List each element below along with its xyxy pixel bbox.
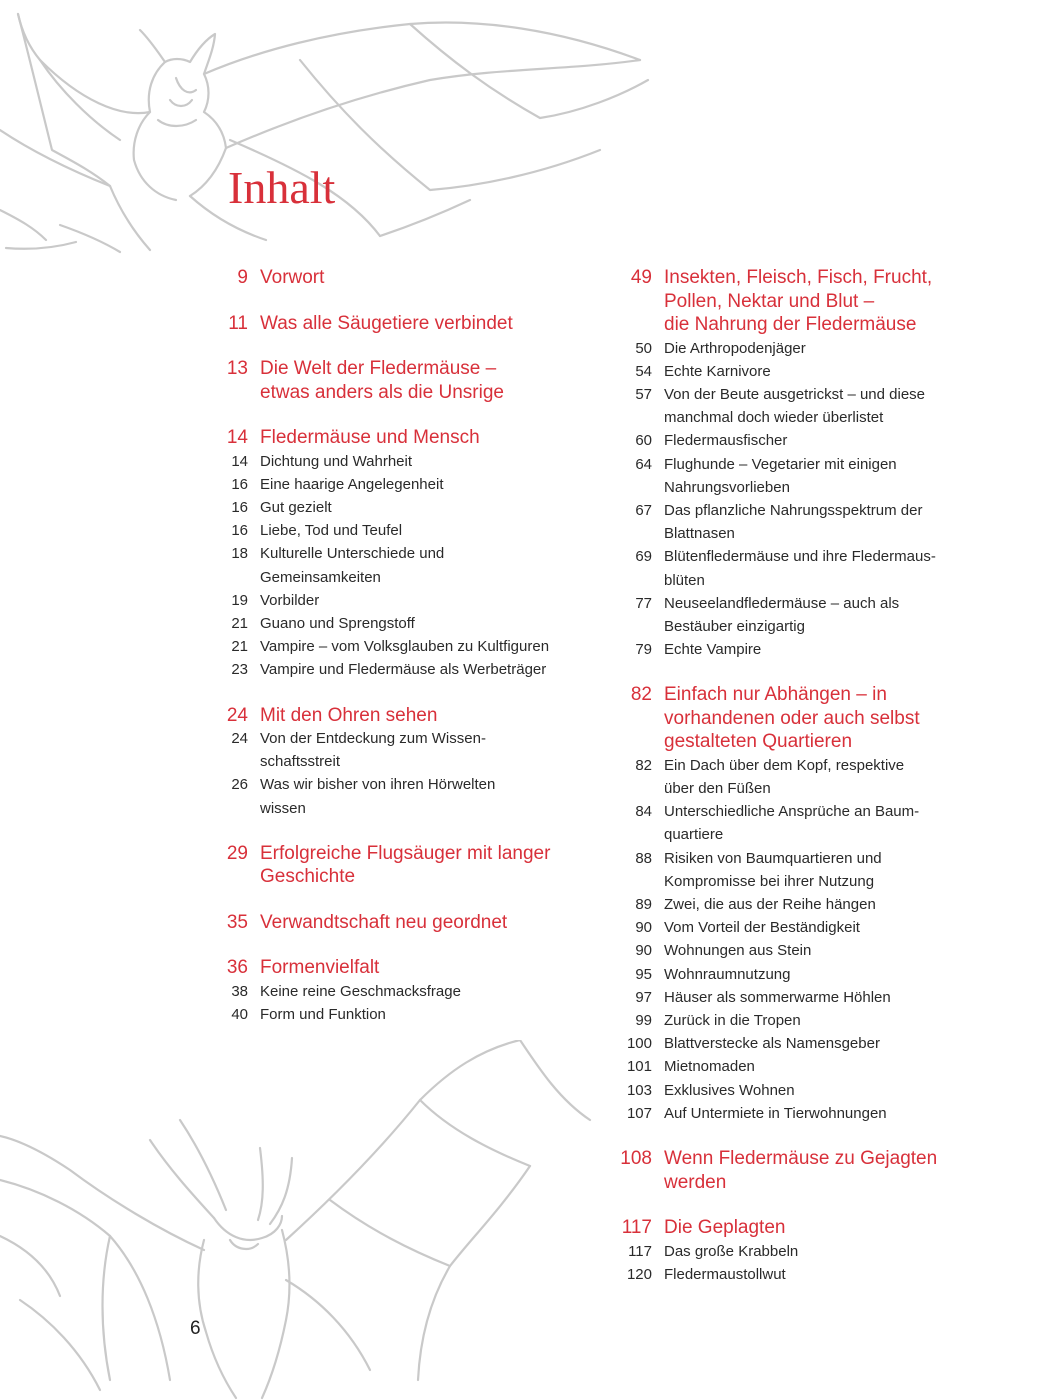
- toc-subsection-title: Das pflanzliche Nahrungsspektrum der Blattnasen: [664, 501, 923, 543]
- toc-page-number: 60: [635, 432, 652, 450]
- toc-page-number: 16: [231, 498, 248, 516]
- toc-page-number: 97: [635, 988, 652, 1006]
- toc-page-number: 117: [621, 1217, 652, 1239]
- toc-page-number: 101: [626, 1058, 652, 1076]
- toc-chapter: [608, 1147, 1028, 1194]
- toc-page-number: 108: [620, 1148, 652, 1170]
- toc-chapter-entry: [200, 704, 590, 728]
- toc-page-number: 19: [231, 591, 248, 609]
- toc-subsection-title: Liebe, Tod und Teufel: [260, 522, 403, 540]
- toc-subsection-title: Eine haarige Angelegenheit: [260, 475, 444, 493]
- toc-subsection-title: Echte Karnivore: [664, 362, 771, 380]
- toc-page-number: 16: [231, 522, 248, 540]
- toc-subsection-entry: [608, 1102, 1028, 1125]
- toc-page-number: 14: [231, 452, 248, 470]
- toc-chapter-title: Fledermäuse und Mensch: [260, 427, 480, 448]
- toc-subsection-title: Fledermausfischer: [664, 432, 788, 450]
- toc-page-number: 50: [635, 339, 652, 357]
- toc-page-number: 82: [635, 756, 652, 774]
- toc-page-number: 89: [635, 896, 652, 914]
- toc-page-number: 120: [626, 1265, 652, 1283]
- toc-subsection-entry: [200, 773, 590, 819]
- toc-page-number: 14: [226, 427, 248, 448]
- toc-page-number: 40: [231, 1006, 248, 1024]
- toc-subsection-title: Unterschiedliche Ansprüche an Baum- quartiere: [664, 803, 920, 844]
- toc-page-number: 88: [635, 849, 652, 867]
- toc-chapter: [200, 426, 590, 682]
- toc-subsection-entry: [200, 1003, 590, 1026]
- toc-chapter-entry: [608, 683, 1028, 754]
- toc-chapter-entry: [200, 911, 590, 935]
- toc-chapter: [200, 312, 590, 336]
- toc-page-number: 36: [226, 957, 248, 979]
- toc-subsection-title: Wohnungen aus Stein: [664, 942, 812, 960]
- toc-subsection-entry: [608, 1055, 1028, 1078]
- toc-subsection-entry: [608, 754, 1028, 800]
- toc-chapter-title: Insekten, Fleisch, Fisch, Frucht, Pollen, Nektar und Blut – die Nahrung der Fledermäuse: [664, 267, 933, 335]
- toc-page-number: 21: [231, 614, 248, 632]
- toc-subsection-title: Vom Vorteil der Beständigkeit: [664, 919, 860, 937]
- toc-subsection-title: Vampire und Fledermäuse als Werbeträger: [260, 661, 547, 679]
- toc-subsection-entry: [608, 916, 1028, 939]
- toc-subsection-title: Mietnomaden: [664, 1058, 755, 1076]
- toc-subsection-title: Guano und Sprengstoff: [260, 614, 415, 632]
- toc-subsection-entry: [608, 1009, 1028, 1032]
- toc-chapter: [200, 842, 590, 889]
- toc-subsection-title: Dichtung und Wahrheit: [260, 452, 413, 470]
- toc-chapter: [200, 911, 590, 935]
- toc-page-number: 69: [635, 548, 652, 566]
- page-title: Inhalt: [228, 162, 336, 213]
- toc-subsection-title: Blattverstecke als Namensgeber: [664, 1035, 880, 1053]
- toc-chapter-entry: [200, 956, 590, 980]
- toc-page-number: 49: [630, 267, 652, 288]
- toc-page-number: 54: [635, 362, 652, 380]
- toc-subsection-entry: [608, 383, 1028, 429]
- toc-subsection-title: Flughunde – Vegetarier mit einigen Nahrungsvorlieben: [664, 455, 897, 496]
- toc-subsection-title: Was wir bisher von ihren Hörwelten wissen: [260, 776, 496, 817]
- toc-chapter: [608, 1216, 1028, 1286]
- toc-page-number: 57: [635, 385, 652, 403]
- toc-subsection-title: Risiken von Baumquartieren und Kompromisse bei ihrer Nutzung: [664, 849, 882, 890]
- toc-subsection-title: Von der Entdeckung zum Wissen- schaftsstreit: [260, 730, 486, 771]
- toc-subsection-entry: [608, 1032, 1028, 1055]
- toc-page-number: 84: [635, 803, 652, 821]
- toc-subsection-entry: [200, 635, 590, 658]
- page-number: 6: [190, 1318, 201, 1339]
- toc-chapter: [200, 956, 590, 1026]
- toc-subsection-entry: [608, 1079, 1028, 1102]
- toc-page-number: 95: [635, 965, 652, 983]
- toc-chapter-title: Verwandtschaft neu geordnet: [260, 911, 508, 933]
- toc-subsection-entry: [608, 429, 1028, 452]
- toc-subsection-entry: [200, 612, 590, 635]
- toc-subsection-title: Keine reine Geschmacksfrage: [260, 982, 461, 1000]
- toc-page-number: 99: [635, 1012, 652, 1030]
- toc-chapter: [200, 266, 590, 290]
- toc-chapter-entry: [608, 1147, 1028, 1194]
- toc-page-number: 67: [635, 501, 652, 519]
- bat-icon: [0, 1040, 600, 1400]
- toc-chapter-title: Erfolgreiche Flugsäuger mit langer Geschichte: [260, 842, 551, 888]
- toc-chapter-entry: [608, 266, 1028, 337]
- toc-subsection-title: Exklusives Wohnen: [664, 1081, 795, 1099]
- toc-subsection-entry: [200, 542, 590, 588]
- toc-chapter-title: Vorwort: [260, 267, 325, 288]
- toc-chapter-entry: [200, 842, 590, 889]
- toc-page-number: 107: [626, 1104, 652, 1122]
- toc-page-number: 90: [635, 919, 652, 937]
- toc-page-number: 9: [237, 267, 248, 288]
- toc-page-number: 64: [635, 455, 652, 473]
- toc-page-number: 24: [231, 730, 248, 748]
- toc-subsection-entry: [608, 1263, 1028, 1286]
- toc-chapter-title: Die Geplagten: [664, 1217, 786, 1239]
- toc-subsection-entry: [200, 658, 590, 681]
- toc-subsection-title: Ein Dach über dem Kopf, respektive über den Füßen: [664, 756, 905, 798]
- toc-page-number: 77: [635, 594, 652, 612]
- toc-chapter-title: Was alle Säugetiere verbindet: [260, 312, 513, 334]
- toc-page-number: 29: [226, 842, 248, 864]
- toc-subsection-title: Zwei, die aus der Reihe hängen: [664, 896, 876, 914]
- toc-subsection-title: Das große Krabbeln: [664, 1242, 799, 1260]
- toc-page-number: 38: [231, 982, 248, 1000]
- toc-page-number: 90: [635, 942, 652, 960]
- toc-chapter-entry: [608, 1216, 1028, 1240]
- toc-subsection-entry: [200, 589, 590, 612]
- toc-subsection-entry: [200, 727, 590, 773]
- toc-chapter-entry: [200, 312, 590, 336]
- toc-chapter: [608, 266, 1028, 661]
- toc-subsection-title: Vampire – vom Volksglauben zu Kultfiguren: [260, 638, 550, 656]
- toc-subsection-entry: [608, 939, 1028, 962]
- toc-subsection-entry: [200, 473, 590, 496]
- toc-subsection-title: Von der Beute ausgetrickst – und diese manchmal doch wieder überlistet: [664, 385, 926, 427]
- toc-chapter-entry: [200, 426, 590, 450]
- toc-subsection-title: Fledermaustollwut: [664, 1265, 786, 1283]
- toc-page-number: 11: [228, 312, 248, 334]
- toc-subsection-entry: [608, 638, 1028, 661]
- toc-subsection-title: Häuser als sommerwarme Höhlen: [664, 988, 891, 1006]
- toc-page-number: 103: [626, 1081, 652, 1099]
- toc-subsection-entry: [608, 337, 1028, 360]
- toc-chapter-entry: [200, 266, 590, 290]
- toc-subsection-entry: [200, 980, 590, 1003]
- toc-page-number: 24: [226, 704, 248, 726]
- toc-subsection-title: Kulturelle Unterschiede und Gemeinsamkeiten: [260, 545, 445, 586]
- toc-subsection-title: Form und Funktion: [260, 1006, 386, 1024]
- toc-chapter-title: Einfach nur Abhängen – in vorhandenen oder auch selbst gestalteten Quartieren: [664, 684, 920, 753]
- toc-chapter: [200, 357, 590, 404]
- toc-subsection-entry: [608, 963, 1028, 986]
- toc-subsection-entry: [608, 847, 1028, 893]
- toc-subsection-entry: [608, 592, 1028, 638]
- toc-chapter-entry: [200, 357, 590, 404]
- toc-subsection-title: Blütenfledermäuse und ihre Fledermaus- blüten: [664, 548, 936, 589]
- toc-page-number: 35: [226, 911, 248, 933]
- toc-subsection-entry: [608, 986, 1028, 1009]
- toc-page-number: 18: [231, 545, 248, 563]
- toc-subsection-entry: [608, 545, 1028, 591]
- toc-page-number: 79: [635, 641, 652, 659]
- toc-subsection-entry: [608, 499, 1028, 545]
- toc-subsection-entry: [608, 453, 1028, 499]
- toc-subsection-title: Wohnraumnutzung: [664, 965, 791, 983]
- toc-chapter-title: Mit den Ohren sehen: [260, 704, 438, 726]
- toc-subsection-title: Die Arthropodenjäger: [664, 339, 806, 357]
- toc-chapter: [608, 683, 1028, 1125]
- toc-chapter: [200, 704, 590, 820]
- toc-subsection-entry: [608, 1240, 1028, 1263]
- toc-subsection-entry: [200, 519, 590, 542]
- toc-chapter-title: Wenn Fledermäuse zu Gejagten werden: [664, 1148, 938, 1193]
- toc-page-number: 26: [231, 776, 248, 794]
- toc-subsection-title: Echte Vampire: [664, 641, 762, 659]
- toc-subsection-entry: [608, 360, 1028, 383]
- toc-subsection-title: Auf Untermiete in Tierwohnungen: [664, 1104, 887, 1122]
- toc-page-number: 16: [231, 475, 248, 493]
- toc-chapter-title: Formenvielfalt: [260, 957, 380, 979]
- toc-subsection-title: Zurück in die Tropen: [664, 1012, 801, 1030]
- toc-subsection-entry: [608, 893, 1028, 916]
- toc-subsection-entry: [200, 450, 590, 473]
- toc-left-column: [200, 266, 590, 1048]
- toc-page-number: 23: [231, 661, 248, 679]
- toc-page-number: 21: [231, 638, 248, 656]
- toc-subsection-title: Vorbilder: [260, 591, 320, 609]
- toc-subsection-title: Neuseelandfledermäuse – auch als Bestäuber einzigartig: [664, 594, 900, 635]
- toc-subsection-entry: [200, 496, 590, 519]
- toc-page-number: 13: [226, 358, 248, 379]
- toc-subsection-entry: [608, 800, 1028, 846]
- toc-page-number: 82: [630, 684, 652, 706]
- toc-chapter-title: Die Welt der Fledermäuse – etwas anders als die Unsrige: [260, 358, 504, 403]
- toc-right-column: [608, 266, 1028, 1308]
- toc-page-number: 100: [626, 1035, 652, 1053]
- toc-subsection-title: Gut gezielt: [260, 498, 332, 516]
- bat-icon: [0, 0, 660, 270]
- toc-page-number: 117: [628, 1242, 652, 1260]
